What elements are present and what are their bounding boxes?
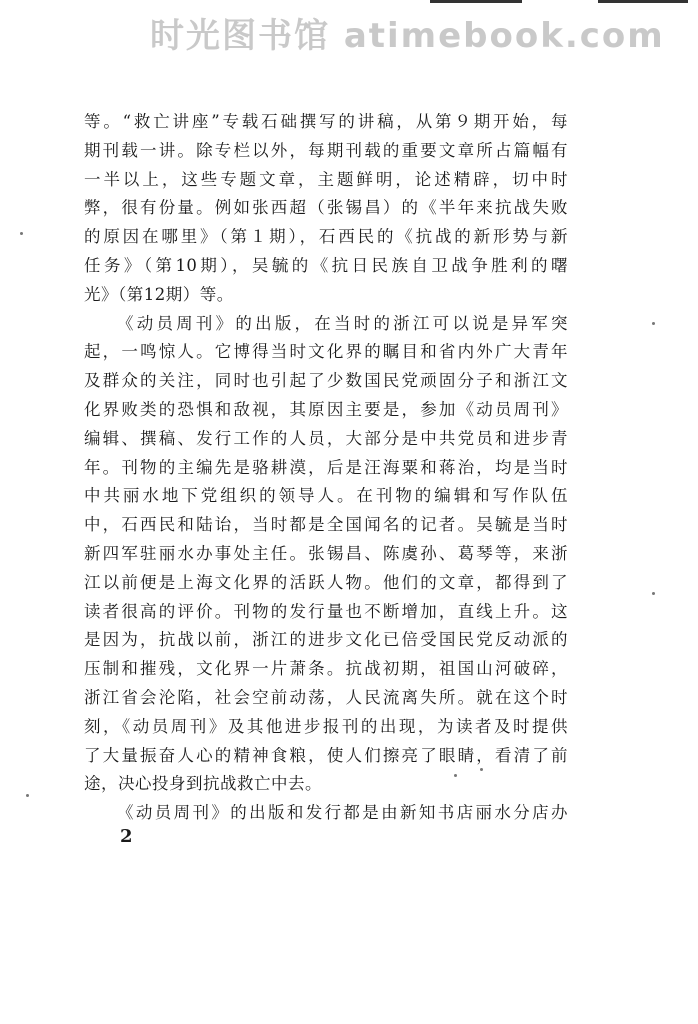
text-line: 途，决心投身到抗战救亡中去。 bbox=[84, 774, 322, 794]
scan-speck bbox=[20, 232, 23, 235]
text-line: 任务》（第10期），吴毓的《抗日民族自卫战争胜利的曙 bbox=[84, 255, 568, 275]
top-edge-mark bbox=[430, 0, 522, 3]
text-line: 年。刊物的主编先是骆耕漠，后是汪海粟和蒋治，均是当时 bbox=[84, 457, 568, 477]
text-line: 中共丽水地下党组织的领导人。在刊物的编辑和写作队伍 bbox=[84, 486, 568, 506]
text-line: 光》（第12期）等。 bbox=[84, 284, 234, 304]
top-edge-mark bbox=[598, 0, 688, 3]
scan-speck bbox=[652, 322, 655, 325]
text-line: 是因为，抗战以前，浙江的进步文化已倍受国民党反动派的 bbox=[84, 630, 568, 650]
paragraph-start-line: 《动员周刊》的出版，在当时的浙江可以说是异军突 bbox=[117, 313, 568, 333]
paragraph-start-line: 《动员周刊》的出版和发行都是由新知书店丽水分店办 bbox=[117, 803, 568, 823]
text-line: 一半以上，这些专题文章，主题鲜明，论述精辟，切中时 bbox=[84, 169, 568, 189]
text-line: 编辑、撰稿、发行工作的人员，大部分是中共党员和进步青 bbox=[84, 428, 568, 448]
scan-speck bbox=[480, 768, 483, 771]
text-line: 弊，很有份量。例如张西超（张锡昌）的《半年来抗战失败 bbox=[84, 198, 568, 218]
page-number: 2 bbox=[120, 826, 133, 847]
text-line: 刻，《动员周刊》及其他进步报刊的出现，为读者及时提供 bbox=[84, 716, 568, 736]
text-line: 读者很高的评价。刊物的发行量也不断增加，直线上升。这 bbox=[84, 601, 568, 621]
text-line: 等。“救亡讲座”专载石础撰写的讲稿，从第９期开始，每 bbox=[84, 112, 568, 131]
text-line: 的原因在哪里》（第１期），石西民的《抗战的新形势与新 bbox=[84, 227, 568, 247]
text-line: 浙江省会沦陷，社会空前动荡，人民流离失所。就在这个时 bbox=[84, 687, 568, 707]
text-line: 及群众的关注，同时也引起了少数国民党顽固分子和浙江文 bbox=[84, 371, 568, 391]
page-body-text bbox=[84, 108, 568, 828]
text-line: 化界败类的恐惧和敌视，其原因主要是，参加《动员周刊》 bbox=[84, 399, 568, 419]
watermark: 时光图书馆 atimebook.com bbox=[150, 16, 665, 56]
text-line: 中，石西民和陆诒，当时都是全国闻名的记者。吴毓是当时 bbox=[84, 515, 568, 535]
text-line: 了大量振奋人心的精神食粮，使人们擦亮了眼睛，看清了前 bbox=[84, 745, 568, 765]
scan-speck bbox=[454, 774, 457, 777]
scan-speck bbox=[26, 794, 29, 797]
scan-speck bbox=[652, 592, 655, 595]
text-line: 江以前便是上海文化界的活跃人物。他们的文章，都得到了 bbox=[84, 572, 568, 592]
text-line: 新四军驻丽水办事处主任。张锡昌、陈虞孙、葛琴等，来浙 bbox=[84, 543, 568, 563]
text-line: 期刊载一讲。除专栏以外，每期刊载的重要文章所占篇幅有 bbox=[84, 140, 568, 160]
text-line: 起，一鸣惊人。它博得当时文化界的瞩目和省内外广大青年 bbox=[84, 342, 568, 362]
text-line: 压制和摧残，文化界一片萧条。抗战初期，祖国山河破碎， bbox=[84, 659, 568, 679]
